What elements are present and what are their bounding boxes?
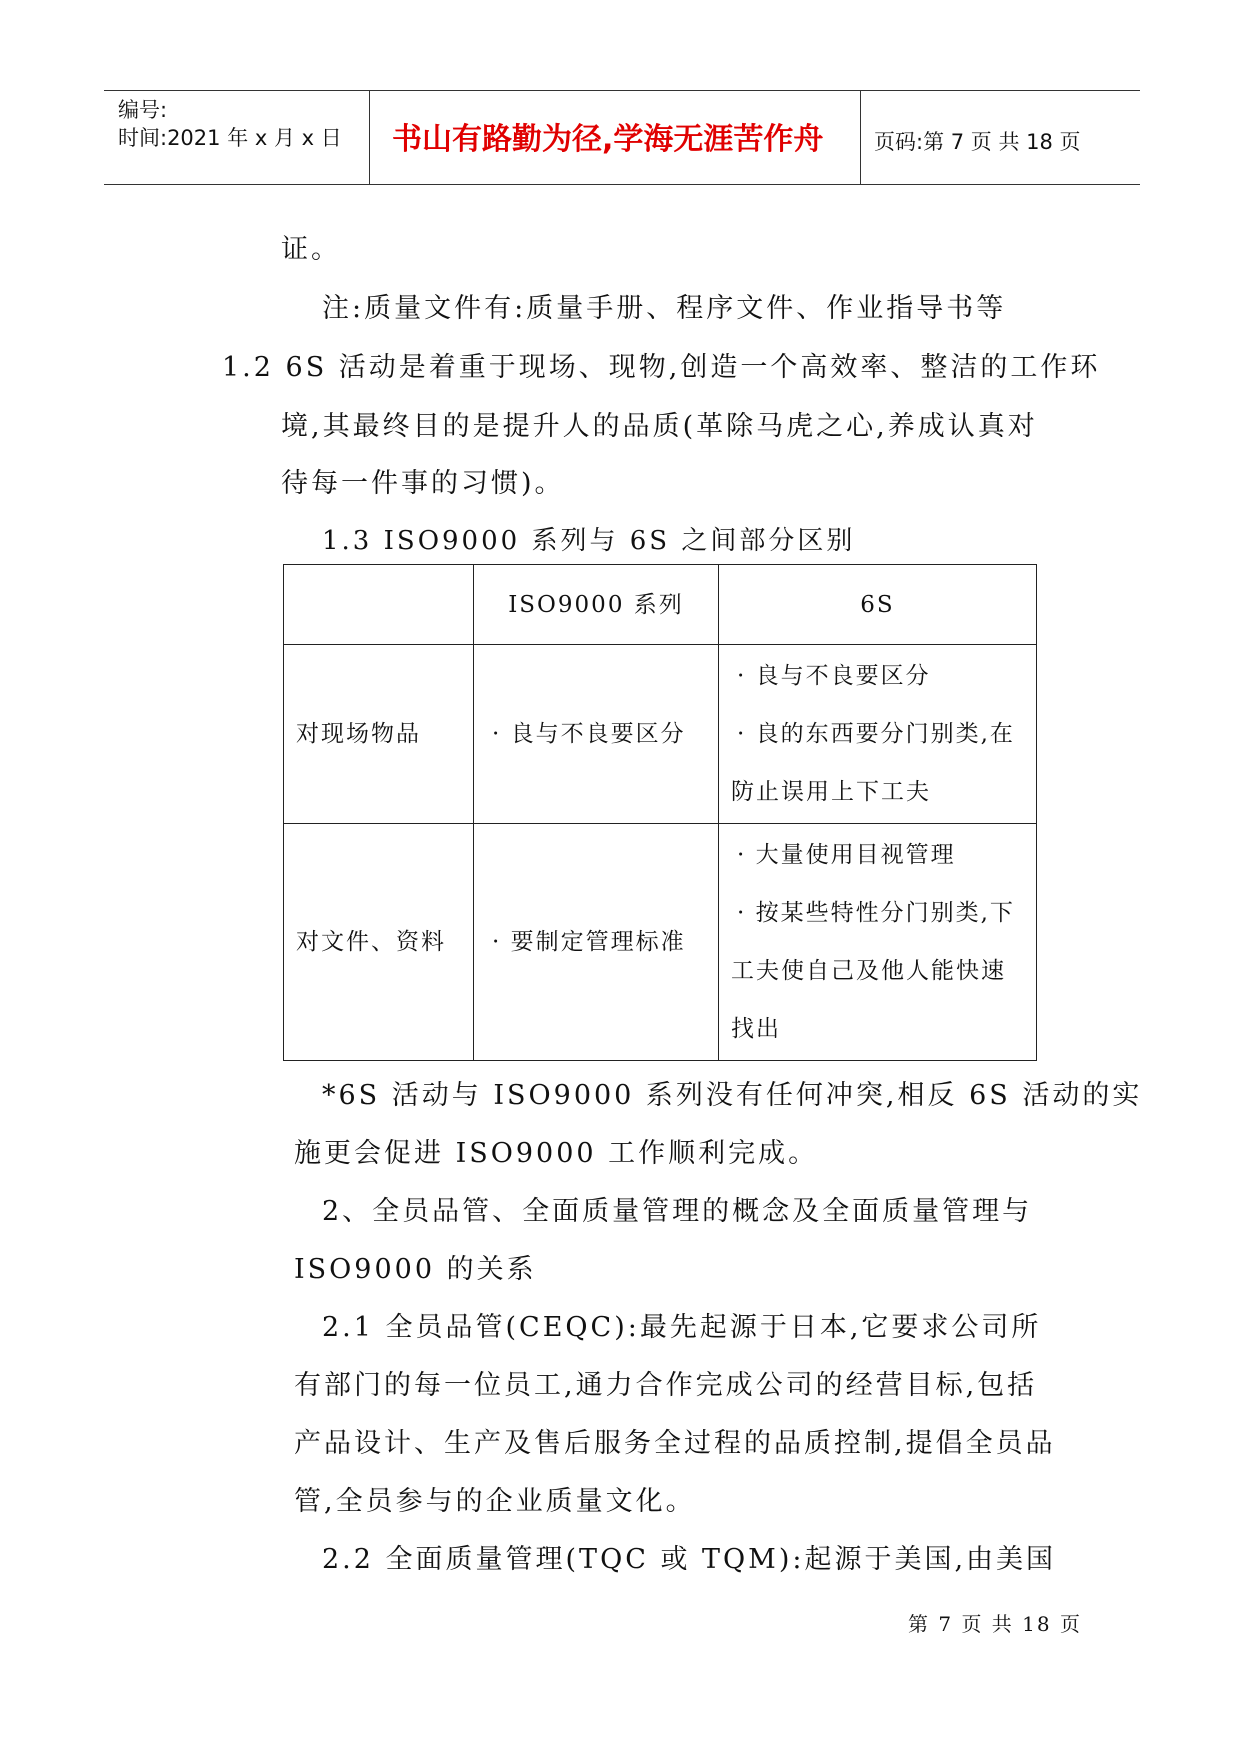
section-heading-2-cont: ISO9000 的关系 [294, 1254, 537, 1285]
table-header-row [284, 565, 1037, 645]
document-time-label: 时间:2021 年 x 月 x 日 [118, 126, 342, 150]
table-cell-6s-line: 工夫使自己及他人能快速 [731, 958, 1006, 984]
header-motto: 书山有路勤为径,学海无涯苦作舟 [392, 122, 824, 157]
table-header-6s: 6S [719, 565, 1037, 645]
section-heading-1-3: 1.3 ISO9000 系列与 6S 之间部分区别 [322, 526, 856, 556]
body-line-after-5: 2.1 全员品管(CEQC):最先起源于日本,它要求公司所 [322, 1312, 1042, 1343]
table-cell-iso: · 良与不良要区分 [474, 645, 719, 824]
section-heading-2: 2、全员品管、全面质量管理的概念及全面质量管理与 [322, 1196, 1033, 1227]
body-line-3: 1.2 6S 活动是着重于现场、现物,创造一个高效率、整洁的工作环 [222, 352, 1101, 383]
body-line-1: 证。 [281, 234, 341, 265]
header-divider-right [860, 90, 861, 184]
body-line-after-6: 有部门的每一位员工,通力合作完成公司的经营目标,包括 [294, 1370, 1038, 1401]
table-cell-6s [719, 645, 1037, 824]
body-line-after-1: *6S 活动与 ISO9000 系列没有任何冲突,相反 6S 活动的实 [322, 1080, 1143, 1111]
table-cell-6s-line: · 大量使用目视管理 [737, 842, 956, 868]
body-line-after-8: 管,全员参与的企业质量文化。 [294, 1486, 696, 1517]
body-line-4: 境,其最终目的是提升人的品质(革除马虎之心,养成认真对 [281, 411, 1038, 442]
header-top-rule [104, 90, 1140, 91]
body-line-5: 待每一件事的习惯)。 [281, 468, 565, 499]
page-footer: 第 7 页 共 18 页 [908, 1612, 1082, 1636]
body-line-after-9: 2.2 全面质量管理(TQC 或 TQM):起源于美国,由美国 [322, 1544, 1057, 1575]
table-cell-6s-line: · 按某些特性分门别类,下 [737, 900, 1015, 926]
table-row [284, 645, 1037, 824]
body-line-after-2: 施更会促进 ISO9000 工作顺利完成。 [294, 1138, 819, 1169]
header-bottom-rule [104, 184, 1140, 185]
table-header-empty [284, 565, 474, 645]
table-row [284, 824, 1037, 1061]
table-cell-6s-line: · 良的东西要分门别类,在 [737, 721, 1015, 747]
table-cell-6s-line: 找出 [731, 1016, 781, 1042]
table-cell-iso: · 要制定管理标准 [474, 824, 719, 1061]
table-header-iso: ISO9000 系列 [474, 565, 719, 645]
table-cell-6s-line: · 良与不良要区分 [737, 663, 931, 689]
table-row-label: 对文件、资料 [284, 824, 474, 1061]
body-line-2: 注:质量文件有:质量手册、程序文件、作业指导书等 [322, 293, 1007, 324]
table-row-label: 对现场物品 [284, 645, 474, 824]
header-page-label: 页码:第 7 页 共 18 页 [874, 130, 1081, 154]
comparison-table [283, 564, 1037, 1061]
document-code-label: 编号: [118, 98, 168, 122]
table-cell-6s [719, 824, 1037, 1061]
header-divider-left [369, 90, 370, 184]
table-cell-6s-line: 防止误用上下工夫 [731, 779, 931, 805]
body-line-after-7: 产品设计、生产及售后服务全过程的品质控制,提倡全员品 [294, 1428, 1056, 1459]
